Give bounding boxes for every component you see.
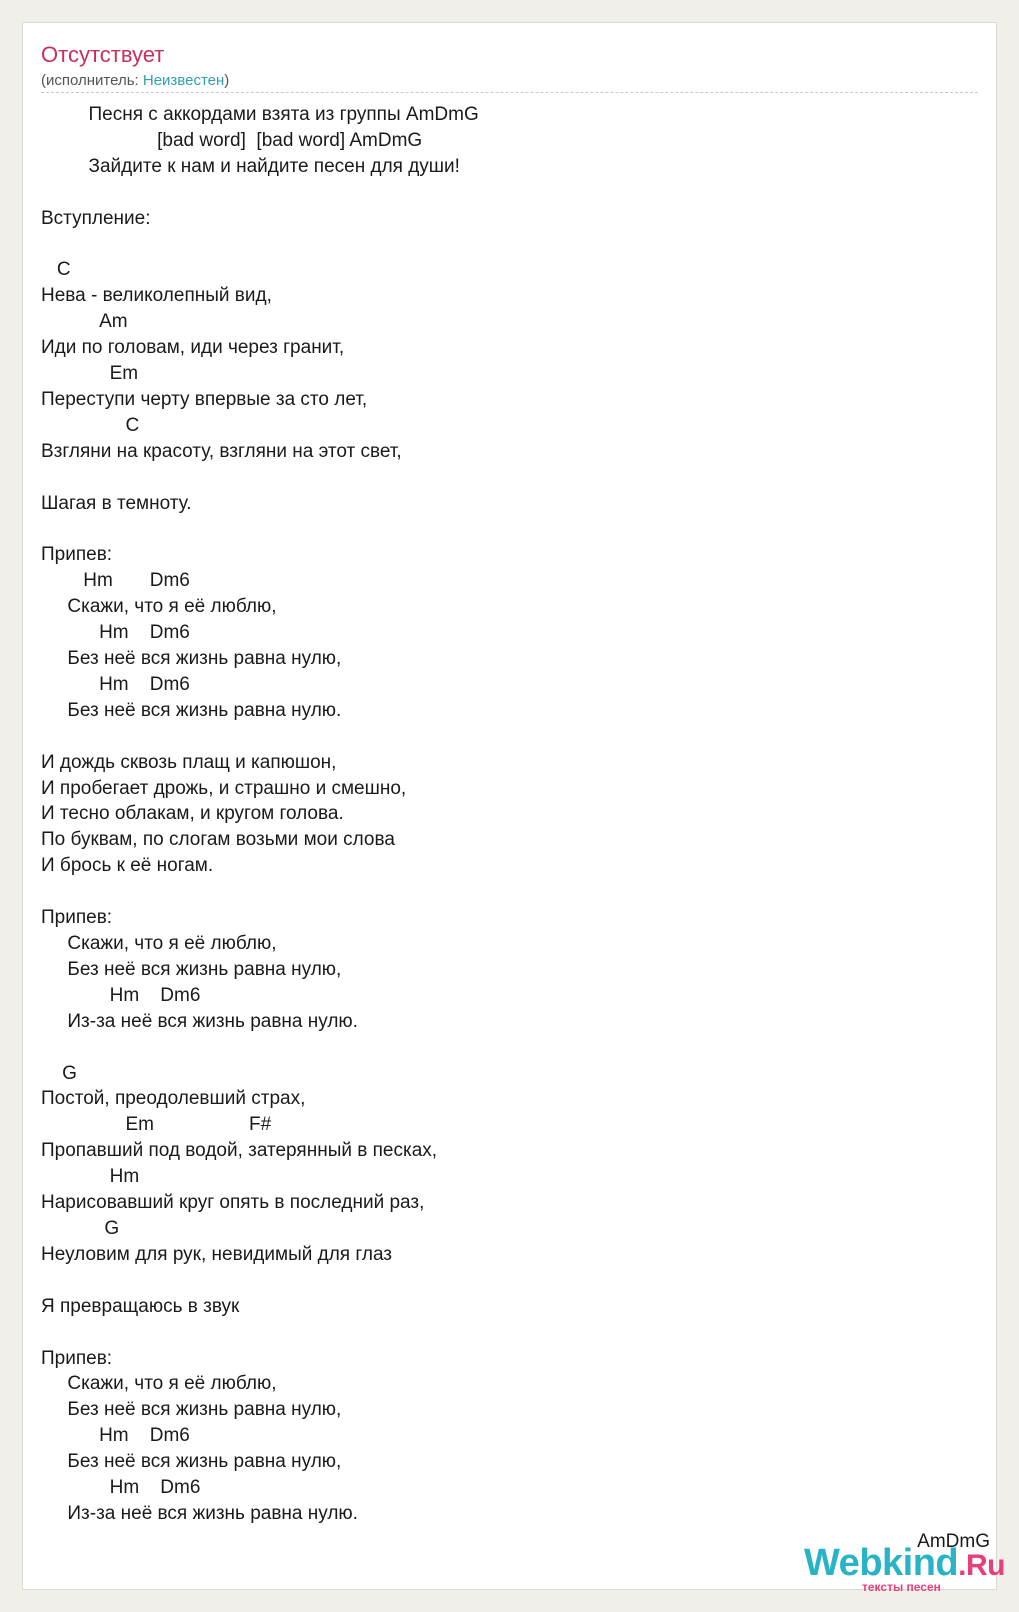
lyrics-line: Пропавший под водой, затерянный в песках, [41, 1140, 438, 1162]
lyrics-line: Припев: [41, 544, 113, 566]
lyrics-line: C [41, 259, 71, 281]
lyrics-line: И пробегает дрожь, и страшно и смешно, [41, 777, 407, 799]
lyrics-line: Из-за неё вся жизнь равна нулю. [41, 1010, 358, 1032]
lyrics-line: Нева - великолепный вид, [41, 285, 272, 307]
corner-chords: AmDmG [917, 1531, 990, 1552]
lyrics-line: Hm [41, 1166, 140, 1188]
lyrics-line: Am [41, 311, 128, 333]
lyrics-line: [bad word] [bad word] AmDmG [41, 129, 423, 151]
artist-suffix: ) [224, 72, 230, 89]
lyrics-line: Взгляни на красоту, взгляни на этот свет, [41, 440, 402, 462]
lyrics-line: Hm Dm6 [41, 673, 190, 695]
lyrics-line: Без неё вся жизнь равна нулю, [41, 1451, 342, 1473]
lyrics-line: Зайдите к нам и найдите песен для души! [41, 155, 460, 177]
lyrics-text [41, 102, 479, 1527]
lyrics-line: Hm Dm6 [41, 1425, 190, 1447]
lyrics-line: G [41, 1217, 120, 1239]
webkind-logo[interactable] [804, 1542, 1005, 1595]
artist-line [41, 72, 229, 90]
lyrics-line: C [41, 414, 140, 436]
lyrics-line: Песня с аккордами взята из группы AmDmG [41, 104, 479, 125]
lyrics-line: Неуловим для рук, невидимый для глаз [41, 1243, 393, 1265]
lyrics-line: Припев: [41, 907, 113, 929]
lyrics-line: Hm Dm6 [41, 984, 201, 1006]
lyrics-line: G [41, 1062, 77, 1084]
lyrics-line: Em [41, 363, 139, 385]
lyrics-line: По буквам, по слогам возьми мои слова [41, 829, 395, 851]
lyrics-line: Из-за неё вся жизнь равна нулю. [41, 1502, 358, 1524]
lyrics-line: Постой, преодолевший страх, [41, 1088, 306, 1110]
lyrics-line: Скажи, что я её люблю, [41, 596, 277, 618]
lyrics-line: Я превращаюсь в звук [41, 1295, 240, 1317]
header-divider [41, 92, 978, 93]
lyrics-line: Без неё вся жизнь равна нулю, [41, 1399, 342, 1421]
lyrics-line: Припев: [41, 1347, 113, 1369]
lyrics-line: Без неё вся жизнь равна нулю, [41, 648, 342, 670]
lyrics-line: Без неё вся жизнь равна нулю, [41, 958, 342, 980]
lyrics-line: Без неё вся жизнь равна нулю. [41, 699, 342, 721]
lyrics-line: Скажи, что я её люблю, [41, 1373, 277, 1395]
lyrics-line: Переступи черту впервые за сто лет, [41, 388, 368, 410]
logo-part-ru: .Ru [958, 1549, 1005, 1582]
artist-prefix: (исполнитель: [41, 72, 143, 89]
artist-link[interactable]: Неизвестен [142, 72, 225, 89]
lyrics-line: Вступление: [41, 207, 151, 229]
lyrics-line: Hm Dm6 [41, 622, 190, 644]
lyrics-line: Нарисовавший круг опять в последний раз, [41, 1192, 425, 1214]
lyrics-line: Em F# [41, 1114, 272, 1136]
lyrics-line: Шагая в темноту. [41, 492, 192, 514]
logo-tagline: тексты песен [862, 1580, 941, 1594]
lyrics-line: Hm Dm6 [41, 1477, 201, 1499]
lyrics-line: И тесно облакам, и кругом голова. [41, 803, 344, 825]
lyrics-line: Hm Dm6 [41, 570, 190, 592]
lyrics-line: Иди по головам, иди через гранит, [41, 337, 345, 359]
lyrics-line: Скажи, что я её люблю, [41, 933, 277, 954]
logo-part-webkind: Webkind [804, 1542, 959, 1584]
song-title: Отсутствует [41, 42, 165, 67]
lyrics-line: И брось к её ногам. [41, 855, 214, 877]
lyrics-line: И дождь сквозь плащ и капюшон, [41, 751, 337, 773]
